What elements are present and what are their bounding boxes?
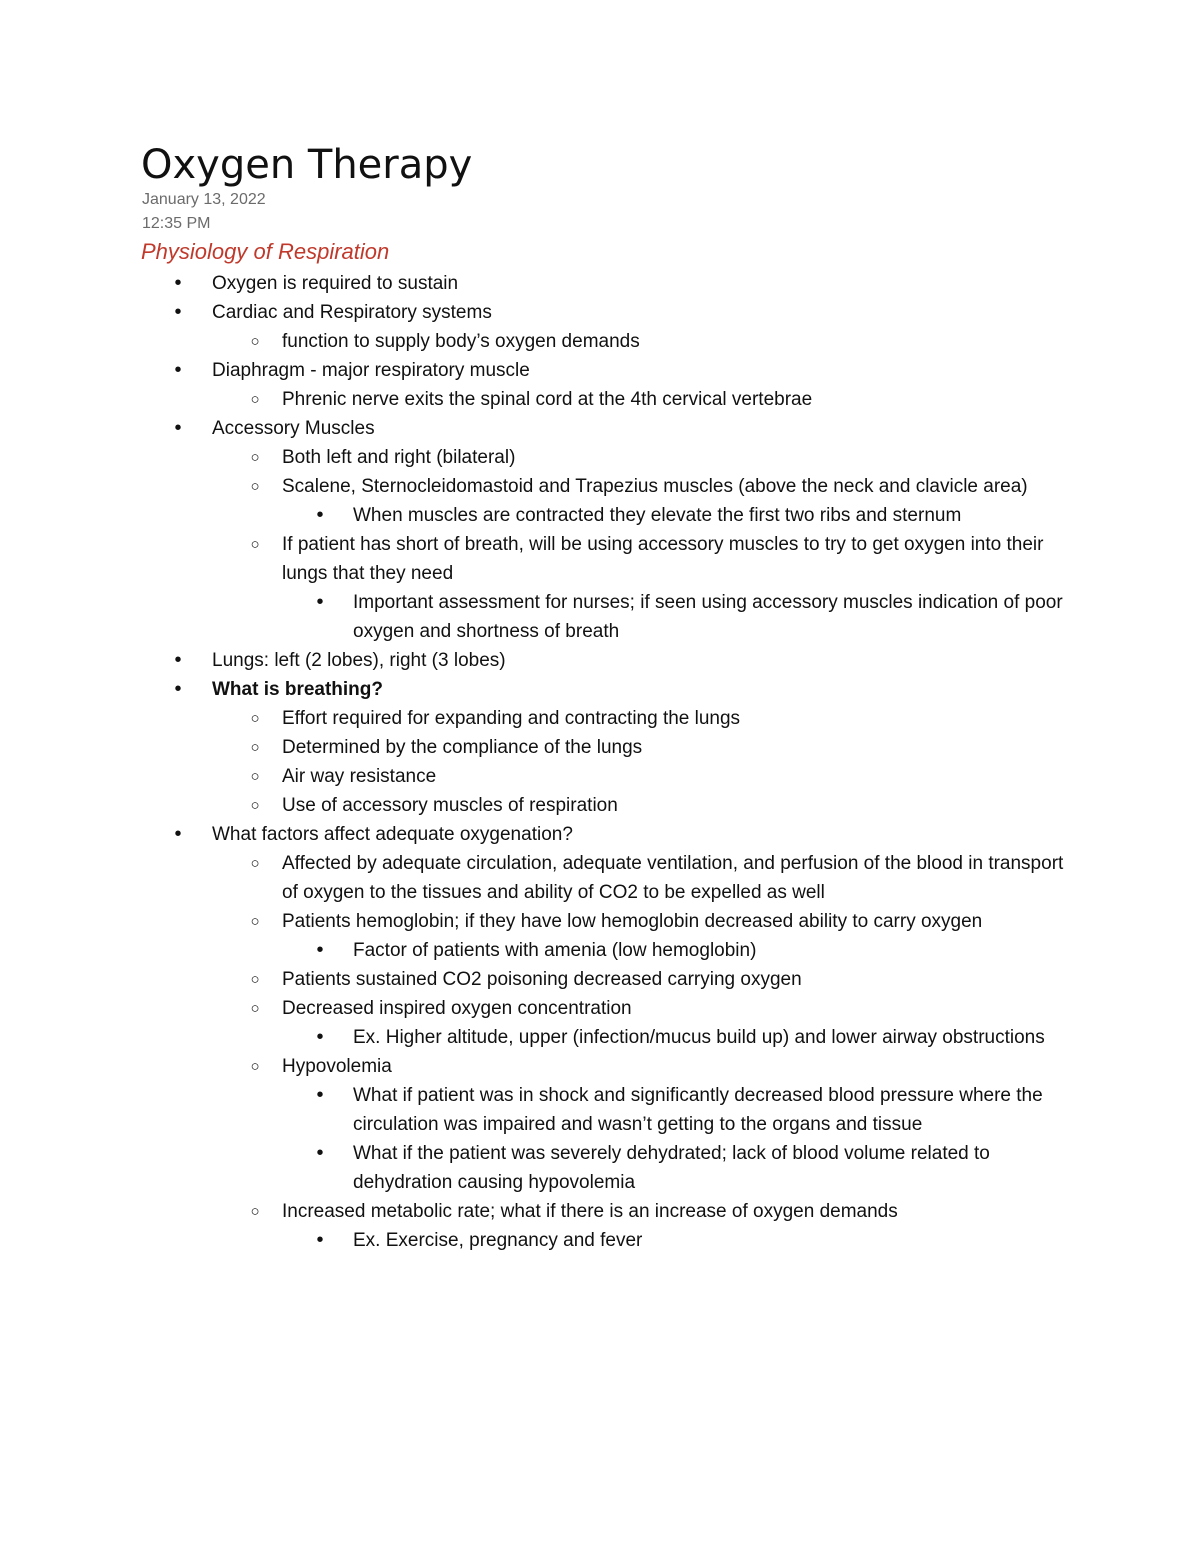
list-item (0, 530, 1072, 588)
list-item (0, 965, 1072, 994)
list-item (0, 820, 1200, 849)
list-item-text: If patient has short of breath, will be using accessory muscles to try to get oxygen into their lungs that they need (282, 534, 1044, 584)
list-item (0, 704, 1072, 733)
list-item-text: Patients hemoglobin; if they have low hemoglobin decreased ability to carry oxygen (282, 911, 983, 932)
list-item (0, 1023, 1073, 1052)
list-item (0, 327, 1072, 356)
list-item (0, 791, 1072, 820)
bullet-marker: • (316, 939, 324, 961)
section-heading: Physiology of Respiration (141, 239, 390, 264)
list-item (0, 849, 1072, 907)
circle-bullet-marker: ○ (250, 913, 260, 930)
bullet-marker: • (174, 678, 182, 700)
list-item (0, 907, 1072, 936)
list-item-text: function to supply body’s oxygen demands (282, 331, 640, 352)
list-item-text: Phrenic nerve exits the spinal cord at the 4th cervical vertebrae (282, 389, 813, 410)
bullet-marker: • (174, 823, 182, 845)
list-item (0, 269, 1200, 298)
list-item (0, 588, 1073, 646)
note-time: 12:35 PM (142, 215, 211, 232)
bullet-marker: • (174, 272, 182, 294)
list-item-text: Important assessment for nurses; if seen using accessory muscles indication of poor oxygen and shortness of breath (353, 592, 1063, 642)
list-item-text: Diaphragm - major respiratory muscle (212, 360, 530, 381)
bullet-outline (0, 269, 1200, 1255)
list-item-text: Affected by adequate circulation, adequate ventilation, and perfusion of the blood in transport of oxygen to the tissues and ability of CO2 to be expelled as well (282, 853, 1064, 903)
list-item-text: What is breathing? (212, 679, 383, 700)
circle-bullet-marker: ○ (250, 333, 260, 350)
list-item-text: Lungs: left (2 lobes), right (3 lobes) (212, 650, 506, 671)
bullet-marker: • (174, 359, 182, 381)
list-item (0, 1081, 1073, 1139)
list-item-text: Hypovolemia (282, 1056, 392, 1077)
list-item (0, 472, 1072, 501)
bullet-marker: • (316, 504, 324, 526)
list-item-text: Increased metabolic rate; what if there is an increase of oxygen demands (282, 1201, 898, 1222)
list-item-text: Ex. Higher altitude, upper (infection/mucus build up) and lower airway obstructions (353, 1027, 1045, 1048)
circle-bullet-marker: ○ (250, 449, 260, 466)
note-date: January 13, 2022 (142, 191, 266, 208)
list-item-text: Accessory Muscles (212, 418, 375, 439)
list-item (0, 385, 1072, 414)
circle-bullet-marker: ○ (250, 478, 260, 495)
list-item-text: What if the patient was severely dehydrated; lack of blood volume related to dehydration causing hypovolemia (353, 1143, 990, 1193)
list-item-text: Factor of patients with amenia (low hemoglobin) (353, 940, 757, 961)
list-item-text: Determined by the compliance of the lungs (282, 737, 643, 758)
list-item (0, 733, 1072, 762)
list-item (0, 994, 1072, 1023)
list-item (0, 646, 1200, 675)
circle-bullet-marker: ○ (250, 739, 260, 756)
list-item-text: Effort required for expanding and contracting the lungs (282, 708, 741, 729)
list-item (0, 936, 1073, 965)
circle-bullet-marker: ○ (250, 797, 260, 814)
bullet-marker: • (174, 417, 182, 439)
list-item (0, 414, 1200, 443)
bullet-marker: • (316, 591, 324, 613)
bullet-marker: • (316, 1142, 324, 1164)
list-item-text: Scalene, Sternocleidomastoid and Trapezius muscles (above the neck and clavicle area) (282, 476, 1028, 497)
circle-bullet-marker: ○ (250, 855, 260, 872)
list-item-text: Oxygen is required to sustain (212, 273, 459, 294)
list-item-text: Decreased inspired oxygen concentration (282, 998, 632, 1019)
list-item-text: Air way resistance (282, 766, 437, 787)
circle-bullet-marker: ○ (250, 391, 260, 408)
list-item (0, 1197, 1072, 1226)
bullet-marker: • (316, 1026, 324, 1048)
list-item-text: Use of accessory muscles of respiration (282, 795, 618, 816)
page-title: Oxygen Therapy (141, 142, 473, 188)
bullet-marker: • (316, 1084, 324, 1106)
bullet-marker: • (174, 649, 182, 671)
list-item (0, 675, 1200, 704)
circle-bullet-marker: ○ (250, 768, 260, 785)
circle-bullet-marker: ○ (250, 1058, 260, 1075)
list-item-text: Cardiac and Respiratory systems (212, 302, 492, 323)
list-item-text: What factors affect adequate oxygenation? (212, 824, 573, 845)
circle-bullet-marker: ○ (250, 710, 260, 727)
list-item-text: When muscles are contracted they elevate the first two ribs and sternum (353, 505, 962, 526)
list-item (0, 1139, 1073, 1197)
list-item (0, 356, 1200, 385)
circle-bullet-marker: ○ (250, 1000, 260, 1017)
bullet-marker: • (316, 1229, 324, 1251)
list-item (0, 443, 1072, 472)
list-item (0, 1226, 1073, 1255)
circle-bullet-marker: ○ (250, 1203, 260, 1220)
bullet-marker: • (174, 301, 182, 323)
list-item-text: Ex. Exercise, pregnancy and fever (353, 1230, 643, 1251)
list-item-text: Both left and right (bilateral) (282, 447, 516, 468)
circle-bullet-marker: ○ (250, 536, 260, 553)
circle-bullet-marker: ○ (250, 971, 260, 988)
list-item (0, 298, 1200, 327)
list-item-text: What if patient was in shock and significantly decreased blood pressure where the circulation was impaired and wasn’t getting to the organs and tissue (353, 1085, 1043, 1135)
list-item (0, 762, 1072, 791)
list-item-text: Patients sustained CO2 poisoning decreased carrying oxygen (282, 969, 802, 990)
list-item (0, 501, 1073, 530)
list-item (0, 1052, 1072, 1081)
